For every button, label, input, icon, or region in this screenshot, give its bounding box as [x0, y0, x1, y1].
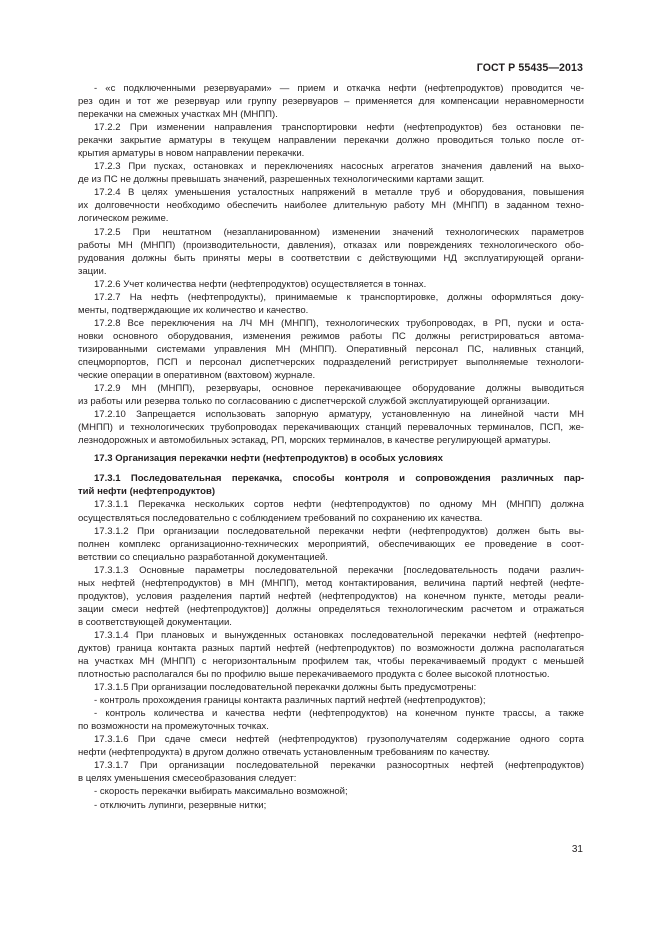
text-line: де из ПС не должны превышать значений, разрешенных технологическими картами защит. — [78, 174, 485, 186]
text-line: 17.3.1.3 Основные параметры последовательной перекачки [последовательность подачи различ- — [94, 564, 584, 576]
text-line: 17.3.1.1 Перекачка нескольких сортов нефти (нефтепродуктов) по одному МН (МНПП) должна — [94, 499, 584, 511]
text-line: - контроль прохождения границы контакта различных партий нефтей (нефтепродуктов); — [94, 695, 486, 707]
paragraph — [78, 733, 584, 759]
text-line: в соответствующей документации. — [78, 616, 232, 628]
text-line: работы МН (МНПП) (производительности, давления), отказах или повреждениях технологического обо- — [78, 239, 584, 251]
text-line: 17.2.5 При нештатном (незапланированном) изменении значений технологических параметров — [94, 226, 584, 238]
paragraph — [78, 799, 584, 812]
paragraph — [78, 681, 584, 694]
paragraph — [78, 629, 584, 681]
paragraph — [78, 408, 584, 447]
section-heading-17-3-1 — [78, 472, 584, 498]
text-line: - контроль количества и качества нефти (нефтепродуктов) на конечном пункте трассы, а также — [94, 708, 584, 720]
text-line: 17.2.6 Учет количества нефти (нефтепродуктов) осуществляется в тоннах. — [94, 278, 427, 290]
text-line: 17.2.4 В целях уменьшения усталостных напряжений в металле труб и оборудования, повышения — [94, 187, 584, 199]
text-line: рез один и тот же резервуар или группу резервуаров – применяется для компенсации неравномерности — [78, 96, 584, 108]
text-line: тизированными системами управления МН (МНПП). Оперативный персонал ПС, наливных станций, — [78, 343, 584, 355]
text-line: перекачки на смежных участках МН (МНПП). — [78, 109, 278, 121]
text-line: 17.3.1.6 При сдаче смеси нефтей (нефтепродуктов) грузополучателям содержание одного сорта — [94, 734, 584, 746]
text-line: - «с подключенными резервуарами» — прием и откачка нефти (нефтепродуктов) проводится че- — [94, 83, 584, 94]
text-line: плотностью располагался бы по профилю выше перекачиваемого продукта с более высокой плотностью. — [78, 669, 550, 681]
text-line: спецморпортов, ПСП и персонал диспетчерских подразделений регистрирует выполняемые технологи- — [78, 356, 584, 368]
document-body — [78, 82, 584, 812]
paragraph — [78, 694, 584, 707]
paragraph — [78, 525, 584, 564]
text-line: ных нефтей (нефтепродуктов) в МН (МНПП), метод контактирования, величина партий нефтей (нефте- — [78, 577, 584, 589]
paragraph — [78, 291, 584, 317]
section-heading-17-3: 17.3 Организация перекачки нефти (нефтепродуктов) в особых условиях — [94, 453, 443, 465]
standard-header: ГОСТ Р 55435—2013 — [476, 62, 583, 74]
text-line: менты, подтверждающие их количество и качество. — [78, 304, 309, 316]
text-line: зации. — [78, 265, 107, 277]
text-line: - отключить лупинги, резервные нитки; — [94, 799, 267, 811]
text-line: ветствии со специально разработанной документацией. — [78, 551, 328, 563]
text-line: осуществляться последовательно с соблюдением требований по сохранению их качества. — [78, 512, 483, 524]
paragraph — [78, 160, 584, 186]
text-line: их долговечности необходимо обеспечить наиболее длительную работу МН (МНПП) в заданном техно- — [78, 200, 584, 212]
paragraph — [78, 564, 584, 629]
paragraph — [78, 226, 584, 278]
text-line: 17.3.1.7 При организации последовательной перекачки разносортных нефтей (нефтепродуктов) — [94, 760, 584, 772]
paragraph — [78, 785, 584, 798]
text-line: логическом режиме. — [78, 213, 169, 225]
text-line: лезнодорожных и автомобильных эстакад, РП, морских терминалов, в качестве регулирующей арматуры. — [78, 435, 551, 447]
text-line: ческие операции в оперативном (вахтовом) журнале. — [78, 370, 316, 382]
text-line: 17.3.1.5 При организации последовательной перекачки должны быть предусмотрены: — [94, 682, 477, 694]
text-line: 17.2.9 МН (МНПП), резервуары, основное перекачивающее оборудование должны выводиться — [94, 383, 584, 395]
paragraph — [78, 707, 584, 733]
text-line: 17.3.1 Последовательная перекачка, способы контроля и сопровождения различных пар- — [94, 473, 584, 485]
text-line: 17.2.2 При изменении направления транспортировки нефти (нефтепродуктов) без остановки пе- — [94, 122, 584, 134]
text-line: полнен комплекс организационно-технических мероприятий, обеспечивающих ее проведение в соот- — [78, 538, 584, 550]
paragraph — [78, 382, 584, 408]
text-line: дуктов) граница контакта разных партий нефтей (нефтепродуктов) по возможности должна располагаться — [78, 642, 584, 654]
text-line: 17.2.7 На нефть (нефтепродукты), принимаемые к транспортировке, должны оформляться доку- — [94, 291, 584, 303]
paragraph — [78, 317, 584, 382]
text-line: 17.3.1.4 При плановых и вынужденных остановках последовательной перекачки нефтей (нефтепро- — [94, 629, 584, 641]
text-line: рекачки закрытие арматуры в текущем направлении перекачки должно проводиться только после от- — [78, 135, 584, 147]
paragraph — [78, 82, 584, 121]
text-line: тий нефти (нефтепродуктов) — [78, 486, 216, 498]
text-line: крытия арматуры в новом направлении перекачки. — [78, 148, 305, 160]
paragraph — [78, 759, 584, 785]
text-line: рудования должны быть приняты меры в соответствии с действующими НД эксплуатирующей органи- — [78, 252, 584, 264]
text-line: по возможности на промежуточных точках. — [78, 721, 269, 733]
text-line: в целях уменьшения смесеобразования следует: — [78, 773, 297, 785]
text-line: 17.2.3 При пусках, остановках и переключениях насосных агрегатов значения давлений на выхо- — [94, 161, 584, 173]
text-line: (МНПП) и технологических трубопроводах перекачивающих станций перевалочных терминалов, ПСП, же- — [78, 422, 584, 434]
text-line: нефти (нефтепродукта) в другом должно отвечать установленным требованиям по качеству. — [78, 747, 490, 759]
text-line: 17.3.1.2 При организации последовательной перекачки нефти (нефтепродуктов) должен быть вы- — [94, 525, 584, 537]
page-number: 31 — [571, 844, 583, 855]
text-line: продуктов), условия разделения партий нефтей (нефтепродуктов) на конечном пункте, методы реали- — [78, 590, 584, 602]
paragraph — [78, 498, 584, 524]
text-line: на участках МН (МНПП) с негоризонтальным профилем так, чтобы перекачиваемый продукт с меньшей — [78, 656, 584, 668]
paragraph — [78, 121, 584, 160]
text-line: 17.2.8 Все переключения на ЛЧ МН (МНПП), технологических трубопроводах, в РП, пуски и оста- — [94, 317, 584, 329]
text-line: новки основного оборудования, изменения режимов работы ПС должны регистрироваться автома- — [78, 330, 584, 342]
text-line: из работы или резерва только по согласованию с диспетчерской службой эксплуатирующей организации. — [78, 396, 550, 408]
paragraph — [78, 186, 584, 225]
paragraph — [78, 278, 584, 291]
text-line: 17.2.10 Запрещается использовать запорную арматуру, установленную на линейной части МН — [94, 409, 584, 421]
text-line: - скорость перекачки выбирать максимально возможной; — [94, 786, 348, 798]
text-line: зации смеси нефтей (нефтепродуктов)] должны определяться технологическим расчетом и отражаться — [78, 603, 584, 615]
